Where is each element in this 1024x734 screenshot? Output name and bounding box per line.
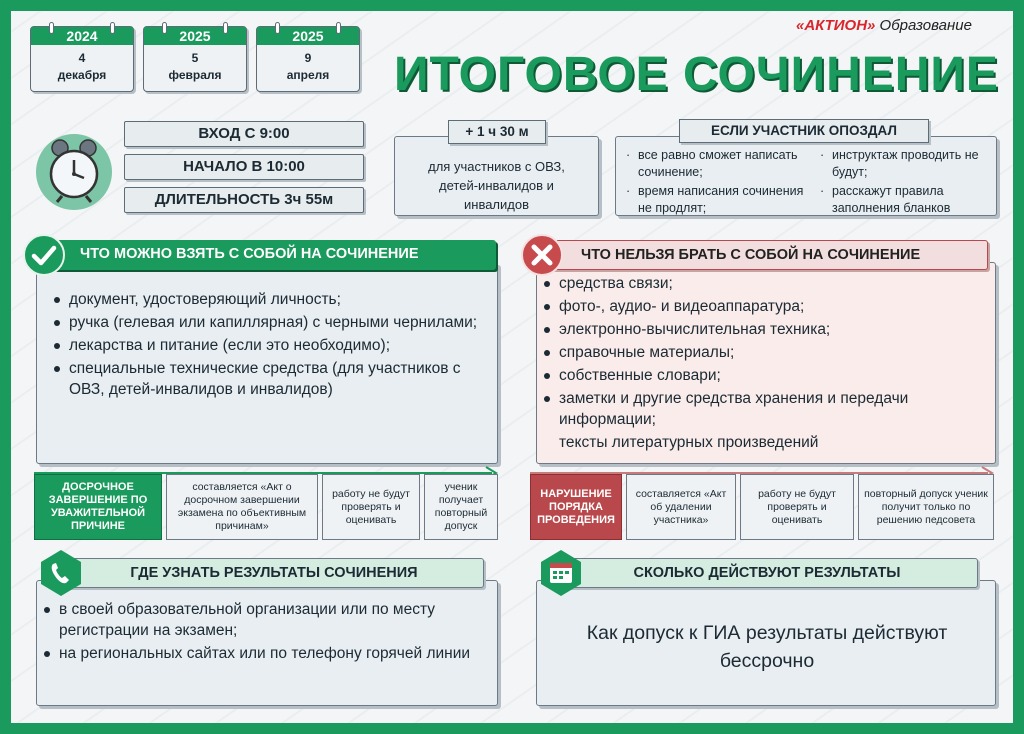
flow-early-step-2: составляется «Акт о досрочном завершении экзамена по объективным причинам» — [166, 474, 318, 540]
extra-time-tag: + 1 ч 30 м — [448, 120, 546, 144]
late-title: ЕСЛИ УЧАСТНИК ОПОЗДАЛ — [679, 119, 929, 143]
list-item: фото-, аудио- и видеоаппаратура; — [541, 296, 989, 317]
results-valid-title: СКОЛЬКО ДЕЙСТВУЮТ РЕЗУЛЬТАТЫ — [556, 558, 978, 588]
date-year: 2025 — [144, 27, 246, 45]
logo-brand: «АКТИОН» — [796, 17, 876, 34]
results-where-list — [41, 599, 493, 666]
date-card-2 — [143, 26, 247, 92]
date-day: 4 — [78, 51, 86, 65]
entry-time: ВХОД С 9:00 — [124, 121, 364, 147]
flow-violation-step-4: повторный допуск ученик получит только по решению педсовета — [858, 474, 994, 540]
date-day: 5 — [191, 51, 199, 65]
cross-icon — [520, 233, 564, 277]
flow-early-step-4: ученик получает повторный допуск — [424, 474, 498, 540]
date-card-3 — [256, 26, 360, 92]
allowed-list — [51, 289, 485, 402]
results-valid-box — [536, 580, 996, 706]
late-item: · время написания сочинения не продлят; — [626, 184, 804, 215]
list-item: тексты литературных произведений — [559, 434, 819, 451]
list-item: специальные технические средства (для участников с ОВЗ, детей-инвалидов и инвалидов) — [51, 358, 485, 400]
list-item: ручка (гелевая или капиллярная) с черными чернилами; — [51, 312, 485, 333]
flow-violation-step-3: работу не будут проверять и оценивать — [740, 474, 854, 540]
list-item: собственные словари; — [541, 365, 989, 386]
list-item: в своей образовательной организации или по месту регистрации на экзамен; — [41, 599, 493, 641]
list-item: средства связи; — [541, 273, 989, 294]
list-item: на региональных сайтах или по телефону горячей линии — [41, 643, 493, 664]
results-where-title: ГДЕ УЗНАТЬ РЕЗУЛЬТАТЫ СОЧИНЕНИЯ — [64, 558, 484, 588]
date-year: 2025 — [257, 27, 359, 45]
flow-early-step-1: ДОСРОЧНОЕ ЗАВЕРШЕНИЕ ПО УВАЖИТЕЛЬНОЙ ПРИЧИНЕ — [34, 474, 162, 540]
forbidden-list — [541, 273, 989, 455]
list-item: лекарства и питание (если это необходимо); — [51, 335, 485, 356]
duration: ДЛИТЕЛЬНОСТЬ 3ч 55м — [124, 187, 364, 213]
clock-icon — [36, 130, 112, 210]
date-card-1 — [30, 26, 134, 92]
results-where-box — [36, 580, 498, 706]
flow-violation-step-1: НАРУШЕНИЕ ПОРЯДКА ПРОВЕДЕНИЯ — [530, 474, 622, 540]
extra-time-box — [394, 136, 599, 216]
forbidden-box — [536, 262, 996, 464]
allowed-title: ЧТО МОЖНО ВЗЯТЬ С СОБОЙ НА СОЧИНЕНИЕ — [50, 240, 496, 270]
phone-icon — [38, 548, 84, 598]
forbidden-title: ЧТО НЕЛЬЗЯ БРАТЬ С СОБОЙ НА СОЧИНЕНИЕ — [550, 240, 988, 270]
late-left-list — [626, 147, 806, 217]
results-valid-text: Как допуск к ГИА результаты действуют бессрочно — [586, 622, 948, 672]
list-item: документ, удостоверяющий личность; — [51, 289, 485, 310]
extra-time-text: для участников с ОВЗ, детей-инвалидов и инвалидов — [428, 159, 565, 212]
date-day: 9 — [304, 51, 312, 65]
date-year: 2024 — [31, 27, 133, 45]
late-item: · все равно сможет написать сочинение; — [626, 148, 798, 179]
late-box — [615, 136, 997, 216]
flow-early-step-3: работу не будут проверять и оценивать — [322, 474, 420, 540]
list-item: справочные материалы; — [541, 342, 989, 363]
brand-logo — [796, 17, 972, 34]
late-item: · расскажут правила заполнения бланков — [820, 184, 951, 215]
calendar-icon — [538, 548, 584, 598]
page-title: ИТОГОВОЕ СОЧИНЕНИЕ — [394, 48, 999, 101]
check-icon — [22, 233, 66, 277]
flow-violation-step-2: составляется «Акт об удалении участника» — [626, 474, 736, 540]
late-item: · инструктаж проводить не будут; — [820, 148, 979, 179]
date-month: декабря — [57, 68, 107, 82]
list-item: электронно-вычислительная техника; — [541, 319, 989, 340]
start-time: НАЧАЛО В 10:00 — [124, 154, 364, 180]
allowed-box — [36, 262, 498, 464]
late-right-list — [820, 147, 992, 217]
list-item: заметки и другие средства хранения и передачи информации; — [541, 388, 989, 430]
date-month: апреля — [286, 68, 330, 82]
logo-sub: Образование — [879, 17, 972, 34]
date-month: февраля — [168, 68, 222, 82]
